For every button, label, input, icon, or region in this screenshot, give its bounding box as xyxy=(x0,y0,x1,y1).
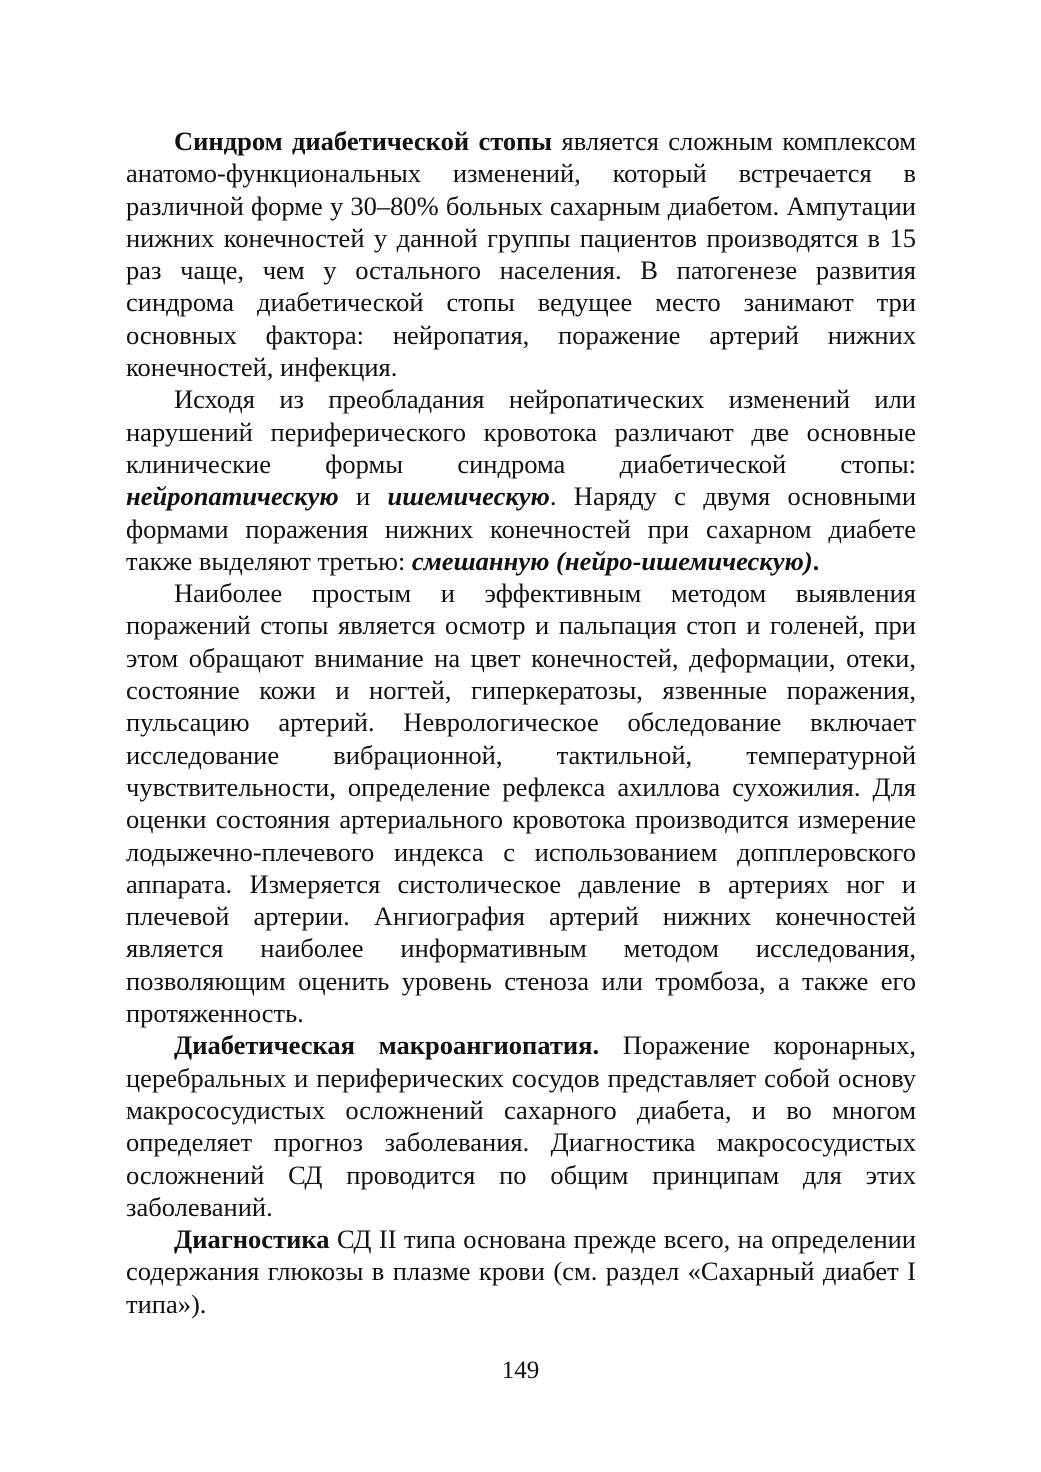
paragraph-examination xyxy=(126,577,916,1029)
term-diabetic-foot-syndrome: Синдром диабетической стопы xyxy=(174,126,553,156)
term-macroangiopathy: Диабетическая макроангиопатия. xyxy=(174,1030,600,1061)
paragraph-text: Исходя из преобладания нейропатических изменений или нарушений периферического кровотока различают две основные клинические формы синдрома диабетической стопы: xyxy=(126,384,916,479)
paragraph-macroangiopathy xyxy=(126,1029,916,1223)
term-mixed: смешанную (нейро-ишемическую) xyxy=(411,545,813,576)
paragraph-text: Наиболее простым и эффективным методом выявления поражений стопы является осмотр и пальпация стоп и голеней, при этом обращают внимание на цвет конечностей, деформации, отеки, состояние кожи и ногтей, гиперкератозы, язвенные поражения, пульсацию артерий. Неврологическое обследование включает исследование вибрационной, тактильной, температурной чувствительности, определение рефлекса ахиллова сухожилия. Для оценки состояния артериального кровотока производится измерение лодыжечно-плечевого индекса с использованием допплеровского аппарата. Измеряется систолическое давление в артериях ног и плечевой артерии. Ангиография артерий нижних конечностей является наиболее информативным методом исследования, позволяющим оценить уровень стеноза или тромбоза, а также его протяженность. xyxy=(126,578,916,1029)
paragraph-clinical-forms xyxy=(126,383,916,577)
paragraph-text: . xyxy=(812,545,820,576)
term-neuropathic: нейропатическую xyxy=(126,481,339,512)
paragraph-text: . Наряду с двумя основными формами поражения нижних конечностей при сахарном диабете также выделяют третью: xyxy=(126,481,916,576)
term-ischemic: ишемическую xyxy=(387,481,550,512)
page-number: 149 xyxy=(501,1357,540,1384)
paragraph-text: является сложным комплексом анатомо-функциональных изменений, который встречается в различной форме у 30–80% больных сахарным диабетом. Ампутации нижних конечностей у данной группы пациентов производятся в 15 раз чаще, чем у остального населения. В патогенезе развития синдрома диабетической стопы ведущее место занимают три основных фактора: нейропатия, поражение артерий нижних конечностей, инфекция. xyxy=(126,126,916,383)
page-body xyxy=(126,125,916,1320)
term-diagnostics: Диагностика xyxy=(174,1224,330,1255)
paragraph-text: Поражение коронарных, церебральных и периферических сосудов представляет собой основу макрососудистых осложнений сахарного диабета, и во многом определяет прогноз заболевания. Диагностика макрососудистых осложнений СД проводится по общим принципам для этих заболеваний. xyxy=(126,1030,916,1222)
paragraph-text: и xyxy=(338,481,388,512)
paragraph-diagnostics xyxy=(126,1223,916,1320)
paragraph-diabetic-foot xyxy=(126,125,916,383)
paragraph-text: СД II типа основана прежде всего, на определении содержания глюкозы в плазме крови (см. раздел «Сахарный диабет I типа»). xyxy=(126,1224,916,1319)
